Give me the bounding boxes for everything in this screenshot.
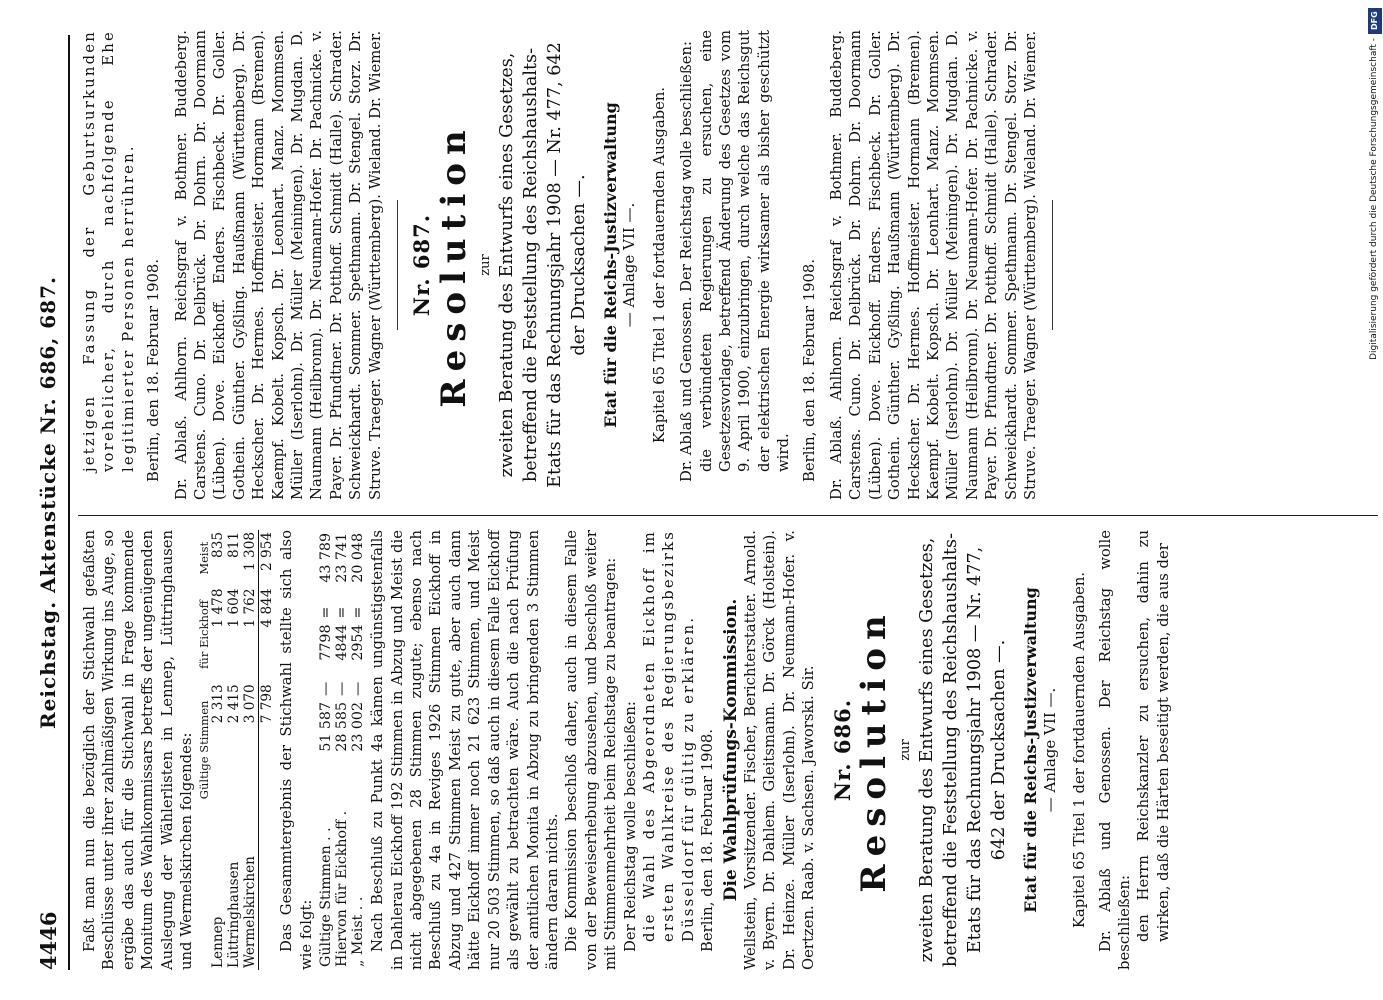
resolution-number: Nr. 687. <box>409 213 435 317</box>
table-header-row <box>198 530 210 970</box>
antrag-line: Dr. Ablaß und Genossen. Der Reichstag wolle beschließen: <box>678 40 696 482</box>
table-header: Gültige Stimmen <box>197 700 212 800</box>
calc-value: 51 587 <box>318 702 335 752</box>
etat-heading: Etat für die Reichs-Justizverwaltung <box>1021 587 1041 913</box>
anlage-label: — Anlage VII —. <box>1040 687 1059 813</box>
kapitel-line: Kapitel 65 Titel 1 der fortdauernden Ausgaben. <box>650 86 668 444</box>
table-row <box>226 530 242 970</box>
calc-row: „ Meist . . 23 002 — 2954 = 20 048 <box>350 530 366 970</box>
results-table <box>198 530 275 970</box>
table-cell: 1 478 <box>210 588 227 628</box>
gesamt-paragraph: Das Gesammtergebnis der Stichwahl stellte sich also wie folgt: <box>278 530 315 970</box>
table-cell: 2 313 <box>210 684 227 724</box>
signatories: Dr. Ablaß. Ahlhorn. Reichsgraf v. Bothmer. Buddeberg. Carstens. Cuno. Dr. Delbrück. Dr. Dohrn. Dr. Doormann (Lüben). Dove. Eickhoff. Enders. Fischbeck. Dr. Goller. Gothein. Günther. Gyßling. Haußmann (Württemberg). Dr. Heckscher. Dr. Hermes. Hoffmeister. Hormann (Bremen). Kaempf. Kobelt. Kopsch. Dr. Leonhart. Manz. Mommsen. Müller (Iserlohn). Dr. Müller (Meiningen). Dr. Mugdan. D. Naumann (Heilbronn). Dr. Neumann-Hofer. Dr. Pachnicke. v. Payer. Dr. Pfundtner. Dr. Potthoff. Schmidt (Halle). Schrader. Schweickhardt. Sommer. Spethmann. Dr. Stengel. Storz. Dr. Struve. Traeger. Wagner (Württemberg). Wieland. Dr. Wiemer. <box>172 30 384 500</box>
calc-value: 23 002 <box>350 702 367 752</box>
resolution-title: Resolution <box>854 607 894 893</box>
table-cell: 3 070 <box>242 684 259 724</box>
calculation-table <box>318 530 366 970</box>
table-row <box>242 530 259 970</box>
table-header: Meist <box>197 541 212 575</box>
calc-row: Hiervon für Eickhoff . 28 585 — 4844 = 23 741 <box>334 530 350 970</box>
reichstag-beschliessen: Der Reichstag wolle beschließen: <box>621 701 639 952</box>
section-divider <box>1052 200 1053 330</box>
calc-value: 28 585 <box>334 702 351 752</box>
motion-text: die Wahl des Abgeordneten Eickhoff im ersten Wahlkreise des Regierungsbezirks Düsseldorf für gültig zu erklären. <box>640 530 697 942</box>
continuation-text: jetzigen Fassung der Geburtsurkunden vorehelicher, durch nachfolgende Ehe legitimierter Personen herrühren. <box>81 30 137 472</box>
zur-label: zur <box>477 254 493 276</box>
resolution-text: den Herrn Reichskanzler zu ersuchen, dahin zu wirken, daß die Härten beseitigt werden, die aus der <box>1135 530 1172 942</box>
table-cell: Wermelskirchen <box>242 856 259 968</box>
table-cell: 811 <box>226 532 243 558</box>
table-cell: 7 798 <box>259 682 276 817</box>
signatories: Wellstein, Vorsitzender. Fischer, Berichterstatter. Arnold. v. Byern. Dr. Dahlem. Gleitsmann. Dr. Görck (Holstein). Dr. Heinze. Müller (Iserlohn). Dr. Neumann-Hofer. v. Oertzen. Raab. v. Sachsen. Jaworski. Sir. <box>741 530 818 970</box>
intro-paragraph: Faßt man nun die bezüglich der Stichwahl gefaßten Beschlüsse unter ihrer zahlmäßigen Wirkung ins Auge, so ergäbe das auch für die Stichwahl in Frage kommende Monitum des Wahlkommissars betreffs der ungenügenden Auslegung der Wählerlisten in Lennep, Lüttringhausen und Wermelskirchen folgendes: <box>81 530 196 970</box>
table-cell: 4 844 <box>259 587 276 683</box>
resolution-text: die verbündeten Regierungen zu ersuchen, eine Gesetzesvorlage, betreffend Änderung des Gesetzes vom 9. April 1900, einzubringen, durch welche das Reichsgut der elektrischen Energie wirksamer als bisher geschützt wird. <box>697 30 793 472</box>
kommission-title: Die Wahlprüfungs-Kommission. <box>720 598 741 902</box>
resolution-title: Resolution <box>433 122 474 408</box>
left-column <box>80 530 1173 970</box>
antrag-line: Dr. Ablaß und Genossen. Der Reichstag wolle beschließen: <box>1096 530 1134 970</box>
signatories: Dr. Ablaß. Ahlhorn. Reichsgraf v. Bothmer. Buddeberg. Carstens. Cuno. Dr. Delbrück. Dr. Dohrn. Dr. Doormann (Lüben). Dove. Eickhoff. Enders. Fischbeck. Dr. Goller. Gothein. Günther. Gyßling. Haußmann (Württemberg). Dr. Heckscher. Dr. Hermes. Hoffmeister. Hormann (Bremen). Kaempf. Kobelt. Kopsch. Dr. Leonhart. Manz. Mommsen. Müller (Iserlohn). Dr. Müller (Meiningen). Dr. Mugdan. D. Naumann (Heilbronn). Dr. Neumann-Hofer. Dr. Pachnicke. v. Payer. Dr. Pfundtner. Dr. Potthoff. Schmidt (Halle). Schrader. Schweickhardt. Sommer. Spethmann. Dr. Stengel. Storz. Dr. Struve. Traeger. Wagner (Württemberg). Wieland. Dr. Wiemer. <box>827 30 1040 500</box>
calc-label: Hiervon für Eickhoff . <box>334 810 351 967</box>
page-number: 4446 <box>36 911 61 970</box>
beschluss-paragraph: Nach Beschluß zu Punkt 4a kämen ungünstigstenfalls in Dahlerau Eickhoff 192 Stimmen in Abzug und Meist die nicht abgegebenen 28 Stimmen zugute; ebenso nach Beschluß zu 4a in Reviges 1926 Stimmen Eickhoff in Abzug und 427 Stimmen Meist zu gute, aber auch dann hätte Eickhoff immer noch 21 623 Stimmen, und Meist nur 20 503 Stimmen, so daß auch in diesem Falle Eickhoff als gewählt zu betrachten wäre. Auch die nach Prüfung der amtlichen Monita in Abzug zu bringenden 3 Stimmen ändern daran nichts. <box>369 530 561 970</box>
table-total-row <box>259 530 276 970</box>
etat-heading: Etat für die Reichs-Justizverwaltung <box>600 102 620 428</box>
calc-value: 43 789 <box>318 533 335 583</box>
running-title: Reichstag. Aktenstücke Nr. 686, 687. <box>36 276 60 729</box>
calc-value: 23 741 <box>334 533 351 583</box>
resolution-number: Nr. 686. <box>829 698 855 802</box>
table-cell: 1 308 <box>242 532 259 571</box>
column-divider <box>78 515 1378 516</box>
beratung-text: zweiten Beratung des Entwurfs eines Gesetzes, betreffend die Feststellung des Reichshaushalts-Etats für das Rechnungsjahr 1908 — Nr. 477, 642 der Drucksachen —. <box>496 42 589 488</box>
table-cell: 1 762 <box>242 588 259 628</box>
table-row <box>210 530 226 970</box>
calc-value: 2954 <box>350 624 367 661</box>
table-cell: 2 954 <box>259 530 276 587</box>
calc-label: „ Meist . . <box>350 896 367 967</box>
anlage-label: — Anlage VII —. <box>620 202 639 328</box>
digitization-text: Digitalisierung gefördert durch die Deutsche Forschungsgemeinschaft - <box>1369 38 1379 360</box>
calc-row: Gültige Stimmen . . 51 587 — 7798 = 43 789 <box>318 530 334 970</box>
kapitel-line: Kapitel 65 Titel 1 der fortdauernden Ausgaben. <box>1071 571 1089 929</box>
table-cell: 2 415 <box>226 684 243 724</box>
calc-value: 7798 <box>318 624 335 661</box>
date-line: Berlin, den 18. Februar 1908. <box>699 728 717 952</box>
calc-value: 4844 <box>334 624 351 661</box>
date-line: Berlin, den 18. Februar 1908. <box>145 258 163 482</box>
section-divider <box>397 200 398 330</box>
table-header: für Eickhoff <box>197 600 212 669</box>
calc-value: 20 048 <box>350 533 367 583</box>
date-line: Berlin, den 18. Februar 1908. <box>800 258 818 482</box>
table-cell: 835 <box>210 532 227 558</box>
table-cell: Lüttringhausen <box>226 861 243 968</box>
kommission-paragraph: Die Kommission beschloß daher, auch in diesem Falle von der Beweiserhebung abzusehen, und beschloß weiter mit Stimmenmehrheit beim Reichstage zu beantragen: <box>563 530 620 970</box>
dfg-logo: DFG <box>1368 8 1382 34</box>
table-cell: Lennep <box>210 916 227 968</box>
table-cell: 1 604 <box>226 588 243 628</box>
beratung-text: zweiten Beratung des Entwurfs eines Gesetzes, betreffend die Feststellung des Reichshaushalts-Etats für das Rechnungsjahr 1908 — Nr. 477, 642 der Drucksachen —. <box>917 532 1010 968</box>
calc-label: Gültige Stimmen . . <box>318 827 335 967</box>
right-column <box>80 30 1065 500</box>
zur-label: zur <box>898 739 913 761</box>
digitization-credit <box>1365 8 1381 708</box>
page-header <box>36 35 70 970</box>
